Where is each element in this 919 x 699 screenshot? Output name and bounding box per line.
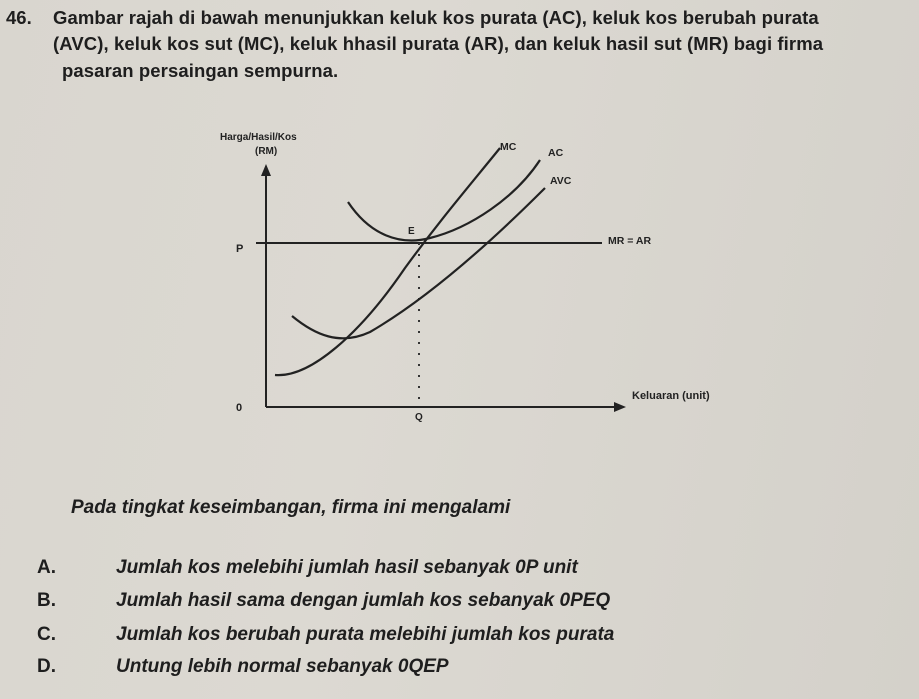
q-label: Q	[415, 412, 423, 423]
y-axis-arrow	[261, 164, 271, 176]
e-label: E	[408, 226, 415, 237]
question-line-1: Gambar rajah di bawah menunjukkan keluk kos purata (AC), keluk kos berubah purata	[53, 7, 819, 28]
x-axis-label: Keluaran (unit)	[632, 390, 710, 402]
question-number: 46.	[6, 7, 32, 28]
ac-label: AC	[548, 147, 564, 159]
x-axis-arrow	[614, 402, 626, 412]
origin-label: 0	[236, 402, 243, 414]
option-b-letter: B.	[37, 590, 56, 611]
avc-curve	[292, 188, 545, 338]
option-a-text: Jumlah kos melebihi jumlah hasil sebanyak 0P unit	[116, 557, 578, 578]
option-c-text: Jumlah kos berubah purata melebihi jumlah kos purata	[116, 624, 615, 645]
y-axis-unit-label: (RM)	[255, 146, 278, 157]
mr-ar-label: MR = AR	[608, 235, 652, 247]
p-label: P	[236, 243, 244, 255]
option-a-letter: A.	[37, 557, 56, 578]
question-line-3: pasaran persaingan sempurna.	[62, 60, 339, 81]
mc-label: MC	[500, 141, 517, 153]
option-d-letter: D.	[37, 656, 56, 677]
avc-label: AVC	[550, 175, 572, 187]
y-axis-label: Harga/Hasil/Kos	[220, 132, 297, 143]
ac-curve	[348, 160, 540, 240]
cost-curve-diagram	[200, 120, 760, 440]
question-prompt: Pada tingkat keseimbangan, firma ini mengalami	[71, 497, 511, 518]
option-d-text: Untung lebih normal sebanyak 0QEP	[116, 656, 449, 677]
option-b-text: Jumlah hasil sama dengan jumlah kos sebanyak 0PEQ	[116, 590, 611, 611]
question-line-2: (AVC), keluk kos sut (MC), keluk hhasil purata (AR), dan keluk hasil sut (MR) bagi firma	[53, 33, 824, 54]
option-c-letter: C.	[37, 624, 56, 645]
